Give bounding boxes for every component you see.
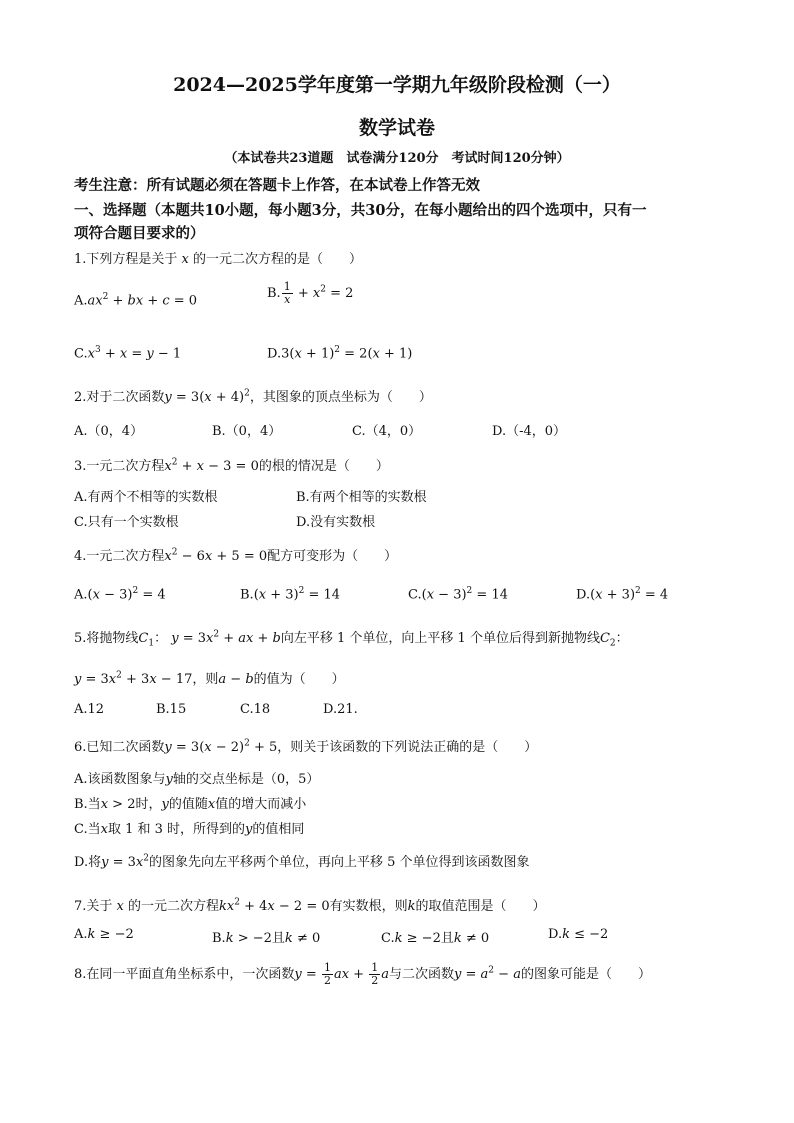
q6-option-a: A.该函数图象与y轴的交点坐标是（0，5） [74, 772, 320, 787]
q2-stem: 2.对于二次函数$y = 3(x + 4)^2$，其图象的顶点坐标为（ ） [74, 388, 432, 405]
q2-option-b: B.（0，4） [212, 424, 282, 439]
section1-heading-line2: 项符合题目要求的） [74, 225, 205, 242]
q4-option-a: $A.(x - 3)^2 = 4$ [74, 586, 166, 603]
q3-option-d: D.没有实数根 [296, 515, 376, 530]
q5-option-d: D.21. [323, 702, 358, 717]
q5-option-c: C.18 [240, 702, 271, 717]
q4-option-b: $B.(x + 3)^2 = 14$ [240, 586, 341, 603]
q7-option-c: C.k ≥ −2且k ≠ 0 [381, 931, 490, 946]
q6-option-b: B.当x > 2时，y的值随x值的增大而减小 [74, 797, 307, 812]
exam-subject: 数学试卷 [358, 117, 435, 139]
q3-stem: 3.一元二次方程$x^2 + x - 3 = 0$的根的情况是（ ） [74, 457, 389, 474]
q3-option-b: B.有两个相等的实数根 [296, 490, 427, 505]
q1-option-d: $D.3(x + 1)^2 = 2(x + 1)$ [267, 345, 413, 362]
q7-option-d: D.k ≤ −2 [548, 927, 609, 942]
q7-option-a: A.k ≥ −2 [74, 927, 134, 942]
q1-option-c: $C.x^3 + x = y - 1$ [74, 345, 182, 362]
q8-stem: 8.在同一平面直角坐标系中，一次函数y = $\frac{1}{2}$ ax + $\frac{1}{2}$ a与二次函数$y = a^2 - a$的图象可能是（ ） [74, 961, 651, 987]
q1-option-a: $A.ax^2$ + bx + c = 0 [74, 292, 198, 309]
exam-title: 2024—2025学年度第一学期九年级阶段检测（一） [173, 74, 621, 96]
q4-option-c: $C.(x - 3)^2 = 14$ [408, 586, 508, 603]
q2-option-c: C.（4，0） [352, 424, 422, 439]
q5-stem-line2: $y = 3x^2 + 3x - 17$，则a − b的值为（ ） [74, 670, 345, 687]
q6-option-c: C.当x取 1 和 3 时，所得到的y的值相同 [74, 822, 305, 837]
q6-option-d: D.将$y = 3x^2$的图象先向左平移两个单位，再向上平移 5 个单位得到该函数图象 [74, 853, 530, 870]
exam-info: （本试卷共23道题 试卷满分120分 考试时间120分钟） [224, 151, 570, 166]
q5-option-b: B.15 [156, 702, 187, 717]
q2-option-a: A.（0，4） [74, 424, 144, 439]
q7-stem: 7.关于 x 的一元二次方程$kx^2 + 4x - 2 = 0$有实数根，则k的取值范围是（ ） [74, 897, 546, 914]
q3-option-a: A.有两个不相等的实数根 [74, 490, 218, 505]
q5-stem-line1: 5.将抛物线$C_1$： $y = 3x^2$ + ax + b向左平移 1 个单位，向上平移 1 个单位后得到新抛物线$C_2$： [74, 629, 629, 649]
section1-heading-line1: 一、选择题（本题共10小题，每小题3分，共30分，在每小题给出的四个选项中，只有一 [74, 202, 647, 219]
q3-option-c: C.只有一个实数根 [74, 515, 179, 530]
q4-stem: 4.一元二次方程$x^2 - 6x + 5 = 0$配方可变形为（ ） [74, 547, 398, 564]
exam-notice: 考生注意：所有试题必须在答题卡上作答，在本试卷上作答无效 [74, 177, 480, 194]
q4-option-d: $D.(x + 3)^2 = 4$ [576, 586, 669, 603]
q6-stem: 6.已知二次函数$y = 3(x - 2)^2 + 5$，则关于该函数的下列说法正确的是（ ） [74, 738, 538, 755]
q1-stem: 1.下列方程是关于 x 的一元二次方程的是（ ） [74, 252, 363, 267]
q1-option-b: B. $\frac{1}{x}$ + $x^2 = 2$ [267, 280, 354, 306]
q5-option-a: A.12 [74, 702, 105, 717]
q7-option-b: B.k > −2且k ≠ 0 [212, 931, 321, 946]
q2-option-d: D.（-4，0） [492, 424, 567, 439]
